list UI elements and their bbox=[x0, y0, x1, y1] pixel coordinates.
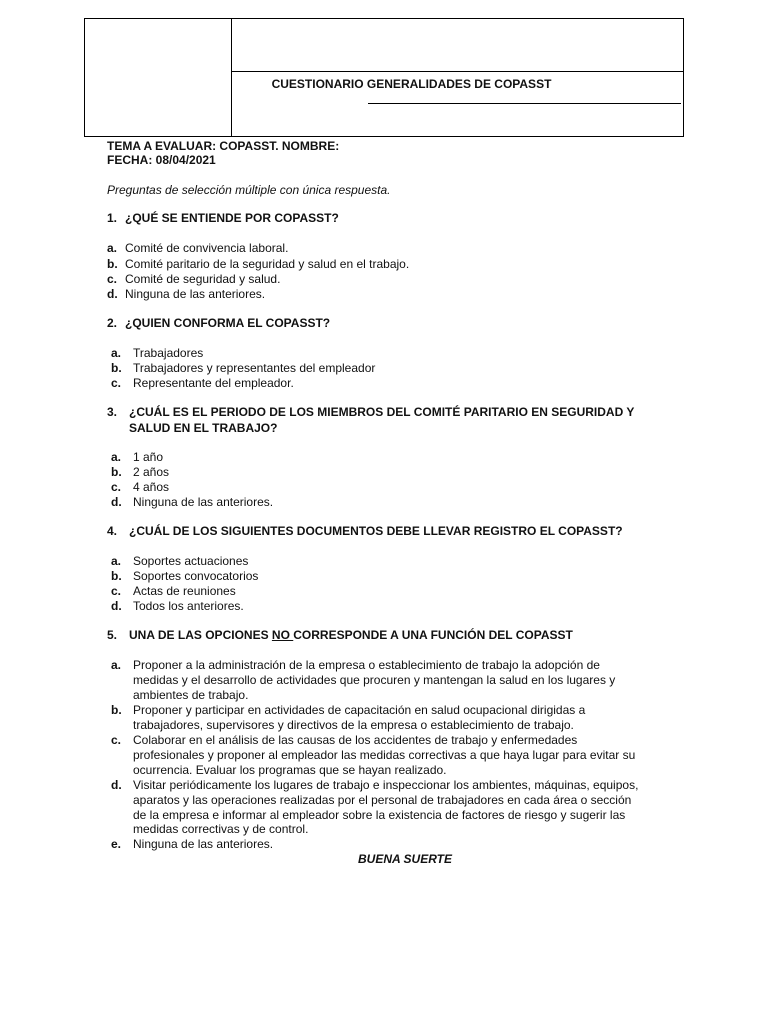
option-text: Colaborar en el análisis de las causas de los accidentes de trabajo y enfermedades bbox=[133, 733, 578, 747]
option-letter: c. bbox=[111, 584, 122, 598]
option-text: Comité de convivencia laboral. bbox=[125, 241, 289, 255]
option-text: medidas correctivas y de control. bbox=[133, 822, 309, 836]
option-letter: d. bbox=[111, 599, 122, 613]
option-text: Trabajadores bbox=[133, 346, 204, 360]
option-text: de la empresa e informar al empleador sobre la existencia de factores de riesgo y sugerir las bbox=[133, 808, 626, 822]
option-text: Visitar periódicamente los lugares de trabajo e inspeccionar los ambientes, máquinas, equipos, bbox=[133, 778, 639, 792]
question-number: 4. bbox=[107, 524, 118, 538]
option-letter: a. bbox=[111, 658, 122, 672]
question-text-suffix: CORRESPONDE A UNA FUNCIÓN DEL COPASST bbox=[293, 628, 573, 642]
option-text: 1 año bbox=[133, 450, 164, 464]
meta-date-line: FECHA: 08/04/2021 bbox=[107, 153, 216, 167]
option-text: Ninguna de las anteriores. bbox=[133, 837, 274, 851]
option-text: Comité de seguridad y salud. bbox=[125, 272, 281, 286]
option-text: Ninguna de las anteriores. bbox=[133, 495, 274, 509]
meta-topic-line: TEMA A EVALUAR: COPASST. NOMBRE: bbox=[107, 139, 340, 153]
header-top-cell bbox=[232, 19, 683, 72]
page-title: CUESTIONARIO GENERALIDADES DE COPASST bbox=[271, 77, 552, 91]
option-text: trabajadores, supervisores y directivos de la empresa o establecimiento de trabajo. bbox=[133, 718, 574, 732]
option-text: Ninguna de las anteriores. bbox=[125, 287, 266, 301]
instructions-text: Preguntas de selección múltiple con única respuesta. bbox=[107, 183, 391, 197]
question-text: SALUD EN EL TRABAJO? bbox=[129, 421, 278, 435]
option-text: aparatos y las operaciones realizadas por el personal de trabajadores en cada área o sección bbox=[133, 793, 632, 807]
option-text: Trabajadores y representantes del empleador bbox=[133, 361, 376, 375]
option-text: Proponer y participar en actividades de capacitación en salud ocupacional dirigidas a bbox=[133, 703, 586, 717]
option-letter: b. bbox=[111, 703, 122, 717]
question-number: 3. bbox=[107, 405, 118, 419]
option-letter: a. bbox=[111, 346, 122, 360]
closing-message: BUENA SUERTE bbox=[357, 852, 452, 866]
question-text: ¿CUÁL DE LOS SIGUIENTES DOCUMENTOS DEBE LLEVAR REGISTRO EL COPASST? bbox=[129, 524, 623, 538]
option-text: Soportes convocatorios bbox=[133, 569, 259, 583]
question-number: 2. bbox=[107, 316, 118, 330]
question-number: 1. bbox=[107, 211, 118, 225]
option-text: 2 años bbox=[133, 465, 170, 479]
question-number: 5. bbox=[107, 628, 118, 642]
question-text-prefix: UNA DE LAS OPCIONES bbox=[129, 628, 272, 642]
option-text: Representante del empleador. bbox=[133, 376, 294, 390]
option-text: medidas y el desarrollo de actividades que procuren y mantengan la salud en los lugares y bbox=[133, 673, 616, 687]
question-text: ¿QUÉ SE ENTIENDE POR COPASST? bbox=[125, 211, 339, 225]
option-text: Comité paritario de la seguridad y salud en el trabajo. bbox=[125, 257, 410, 271]
title-strikethrough-line bbox=[368, 103, 681, 104]
option-letter: a. bbox=[111, 554, 122, 568]
option-letter: c. bbox=[111, 480, 122, 494]
option-letter: b. bbox=[111, 569, 122, 583]
option-letter: d. bbox=[111, 495, 122, 509]
option-letter: c. bbox=[111, 376, 122, 390]
option-letter: c. bbox=[107, 272, 118, 286]
option-letter: a. bbox=[111, 450, 122, 464]
option-text: 4 años bbox=[133, 480, 170, 494]
option-letter: c. bbox=[111, 733, 122, 747]
option-text: Actas de reuniones bbox=[133, 584, 236, 598]
question-emphasis: NO bbox=[271, 628, 294, 642]
option-letter: d. bbox=[111, 778, 122, 792]
option-text: ambientes de trabajo. bbox=[133, 688, 249, 702]
option-letter: b. bbox=[111, 361, 122, 375]
option-letter: b. bbox=[107, 257, 118, 271]
option-letter: e. bbox=[111, 837, 122, 851]
option-text: Todos los anteriores. bbox=[133, 599, 244, 613]
question-text: ¿CUÁL ES EL PERIODO DE LOS MIEMBROS DEL COMITÉ PARITARIO EN SEGURIDAD Y bbox=[129, 405, 635, 419]
question-text bbox=[129, 628, 573, 643]
option-text: Proponer a la administración de la empresa o establecimiento de trabajo la adopción de bbox=[133, 658, 600, 672]
question-text: ¿QUIEN CONFORMA EL COPASST? bbox=[125, 316, 331, 330]
option-text: ocurrencia. Evaluar los programas que se hayan realizado. bbox=[133, 763, 447, 777]
logo-cell bbox=[85, 19, 232, 136]
option-text: Soportes actuaciones bbox=[133, 554, 249, 568]
option-letter: d. bbox=[107, 287, 118, 301]
option-text: profesionales y proponer al empleador las medidas correctivas a que haya lugar para evitar su bbox=[133, 748, 636, 762]
option-letter: a. bbox=[107, 241, 118, 255]
option-letter: b. bbox=[111, 465, 122, 479]
